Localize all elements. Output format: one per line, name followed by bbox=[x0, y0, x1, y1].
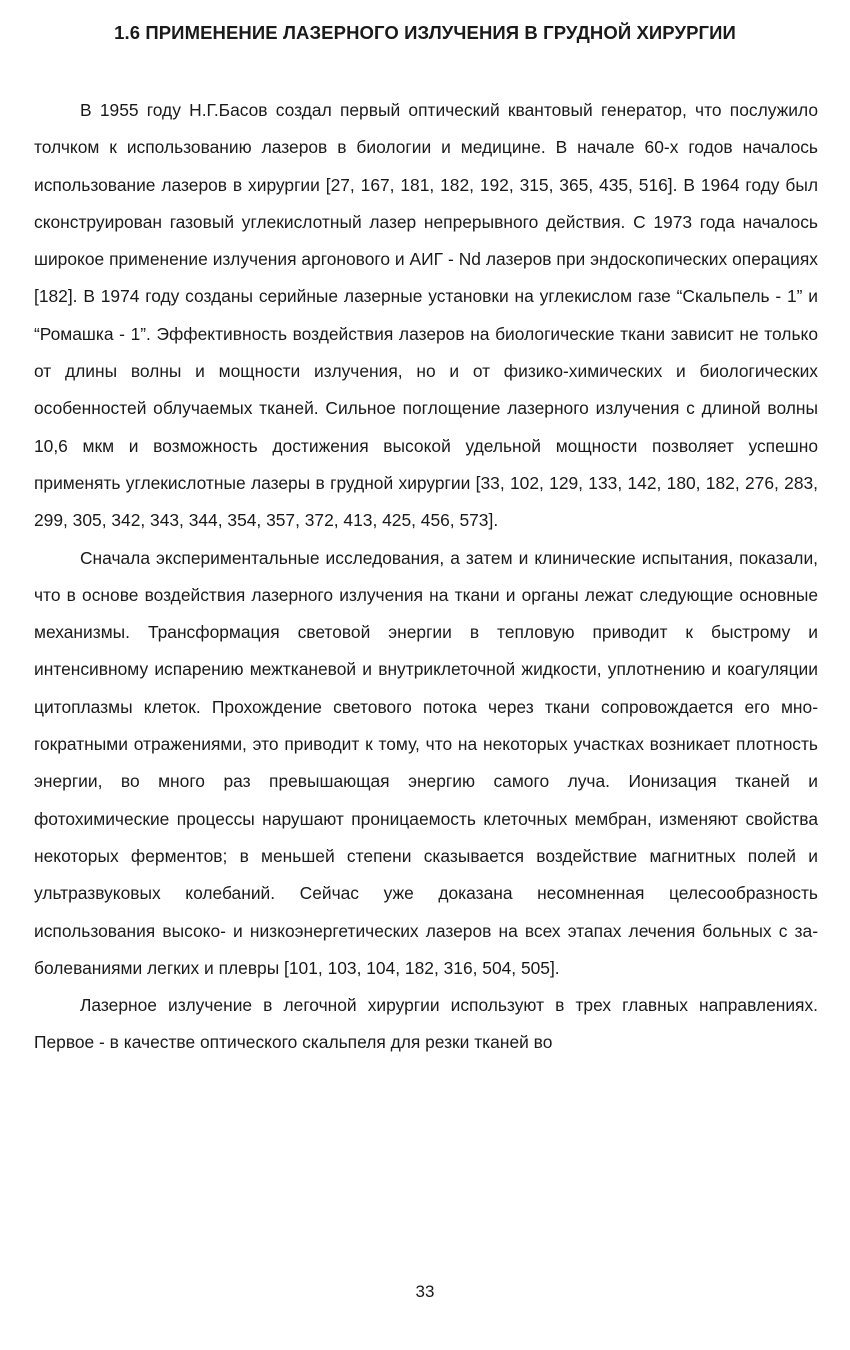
page-number: 33 bbox=[415, 1282, 435, 1301]
body-text bbox=[34, 92, 818, 1062]
paragraph-1: В 1955 году Н.Г.Басов создал первый оптический квантовый генератор, что послужило толчком к использованию лазеров в биологии и медицине. В начале 60-х годов началось использование лазеров в хирургии [27, 167, 181, 182, 192, 315, 365, 435, 516]. В 1964 году был сконструирован газовый углекислотный лазер непрерывного действия. С 1973 года началось широкое применение излучения аргонового и АИГ - Nd лазеров при эндоскопических операциях [182]. В 1974 году созданы серийные лазерные установки на углекислом газе “Скальпель - 1” и “Ромашка - 1”. Эффективность воздействия лазеров на биологические ткани зависит не только от длины волны и мощности излучения, но и от физико-химических и биологических особенностей облучаемых тканей. Сильное поглощение лазерного излучения с длиной волны 10,6 мкм и возможность достижения высокой удельной мощности позволяет успешно применять углекислотные лазеры в грудной хирургии [33, 102, 129, 133, 142, 180, 182, 276, 283, 299, 305, 342, 343, 344, 354, 357, 372, 413, 425, 456, 573]. bbox=[34, 100, 818, 531]
paragraph-3: Лазерное излучение в легочной хирургии используют в трех главных направлениях. Первое - в качестве оптического скальпеля для резки тканей во bbox=[34, 995, 818, 1053]
section-heading: 1.6 ПРИМЕНЕНИЕ ЛАЗЕРНОГО ИЗЛУЧЕНИЯ В ГРУДНОЙ ХИРУРГИИ bbox=[114, 22, 736, 43]
paragraph-2: Сначала экспериментальные исследования, а затем и клинические испытания, показали, что в основе воздействия лазерного излучения на ткани и органы лежат следующие основные механизмы. Трансформация световой энергии в тепловую приводит к быстрому и интенсивному испарению межтканевой и внутриклеточной жидкости, уплотнению и коагуляции цитоплазмы клеток. Прохождение светового потока через ткани сопровождается его многократными отражениями, это приводит к тому, что на некоторых участках возникает плотность энергии, во много раз превышающая энергию самого луча. Ионизация тканей и фотохимические процессы нарушают проницаемость клеточных мембран, изменяют свойства некоторых ферментов; в меньшей степени сказывается воздействие магнитных полей и ультразвуковых колебаний. Сейчас уже доказана несомненная целесообразность использования высоко- и низкоэнергетических лазеров на всех этапах лечения больных с заболеваниями легких и плевры [101, 103, 104, 182, 316, 504, 505]. bbox=[34, 547, 818, 978]
